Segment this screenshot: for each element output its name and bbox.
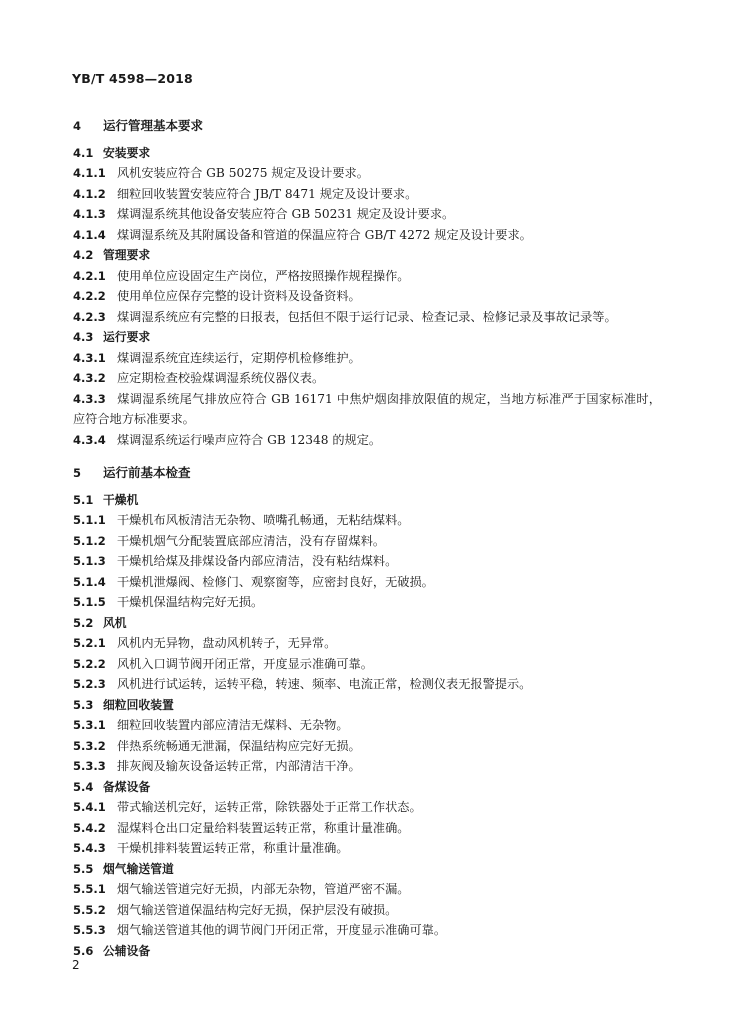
clause-text: 运行要求	[103, 330, 151, 344]
clause-text: 细粒回收装置	[103, 697, 174, 712]
section-heading	[73, 695, 661, 716]
clause-text: 管理要求	[103, 248, 151, 262]
chapter-heading	[73, 463, 661, 484]
clause-number: 5.3.3	[73, 759, 106, 773]
clause-text: 风机	[103, 615, 127, 630]
clause-number: 5.6	[73, 943, 94, 958]
clause-item	[73, 204, 661, 225]
clause-number: 5.4.1	[73, 800, 106, 814]
clause-item	[73, 225, 661, 246]
section-heading	[73, 777, 661, 798]
clause-text: 干燥机泄爆阀、检修门、观察窗等，应密封良好，无破损。	[117, 574, 434, 589]
clause-text: 风机内无异物，盘动风机转子，无异常。	[117, 636, 337, 650]
section-heading	[73, 859, 661, 880]
clause-number: 5	[73, 466, 82, 480]
clause-text: 使用单位应设固定生产岗位，严格按照操作规程操作。	[117, 268, 410, 283]
clause-text: 风机安装应符合 GB 50275 规定及设计要求。	[117, 166, 369, 180]
clause-number: 5.4.2	[73, 820, 106, 835]
clause-number: 5.1.1	[73, 513, 106, 527]
clause-number: 5.5	[73, 861, 94, 876]
clause-item	[73, 307, 661, 328]
clause-number: 5.2.3	[73, 677, 106, 691]
clause-text: 烟气输送管道	[103, 861, 174, 876]
clause-item	[73, 797, 661, 818]
clause-number: 5.3.1	[73, 718, 106, 732]
clause-text: 风机入口调节阀开闭正常，开度显示准确可靠。	[117, 656, 373, 671]
clause-number: 5.2	[73, 615, 94, 630]
clause-text: 运行管理基本要求	[103, 118, 204, 133]
clause-number: 5.5.2	[73, 902, 106, 917]
clause-text: 煤调湿系统运行噪声应符合 GB 12348 的规定。	[117, 432, 382, 447]
clause-number: 5.1.4	[73, 574, 106, 589]
clause-text: 煤调湿系统宜连续运行，定期停机检修维护。	[117, 350, 361, 365]
clause-number: 4.1.4	[73, 227, 106, 242]
clause-item	[73, 900, 661, 921]
clause-item	[73, 430, 661, 451]
clause-item	[73, 163, 661, 184]
section-heading	[73, 245, 661, 266]
clause-number: 4.2.1	[73, 268, 106, 283]
clause-item	[73, 510, 661, 531]
section-heading	[73, 613, 661, 634]
clause-item	[73, 736, 661, 757]
clause-number: 4.2	[73, 248, 94, 262]
clause-item	[73, 838, 661, 859]
clause-number: 4.1.2	[73, 186, 106, 201]
clause-item	[73, 368, 661, 389]
clause-text: 细粒回收装置安装应符合 JB/T 8471 规定及设计要求。	[117, 186, 418, 201]
clause-text: 排灰阀及输灰设备运转正常，内部清洁干净。	[117, 759, 361, 773]
clause-number: 4	[73, 119, 82, 133]
clause-text: 烟气输送管道完好无损，内部无杂物，管道严密不漏。	[117, 882, 410, 896]
clause-number: 4.3.1	[73, 350, 106, 365]
clause-text: 安装要求	[103, 145, 151, 160]
clause-text: 烟气输送管道保温结构完好无损，保护层没有破损。	[117, 902, 398, 917]
section-heading	[73, 941, 661, 962]
clause-item	[73, 756, 661, 777]
clause-text: 煤调湿系统应有完整的日报表，包括但不限于运行记录、检查记录、检修记录及事故记录等。	[117, 309, 617, 324]
section-gap	[73, 450, 661, 463]
clause-number: 5.2.2	[73, 656, 106, 671]
clause-number: 4.3.4	[73, 432, 106, 447]
clause-item	[73, 592, 661, 613]
clause-item	[73, 879, 661, 900]
clause-item	[73, 818, 661, 839]
clause-item	[73, 633, 661, 654]
clause-text: 干燥机保温结构完好无损。	[117, 595, 264, 609]
clause-text: 使用单位应保存完整的设计资料及设备资料。	[117, 289, 361, 303]
clause-number: 5.1	[73, 492, 94, 507]
clause-text: 烟气输送管道其他的调节阀门开闭正常，开度显示准确可靠。	[117, 923, 447, 937]
clause-text: 干燥机烟气分配装置底部应清洁，没有存留煤料。	[117, 533, 386, 548]
clause-number: 5.1.3	[73, 554, 106, 568]
clause-number: 5.1.2	[73, 533, 106, 548]
clause-item	[73, 348, 661, 369]
clause-text: 公辅设备	[103, 943, 151, 958]
clause-item	[73, 286, 661, 307]
clause-item	[73, 920, 661, 941]
clause-number: 5.5.1	[73, 882, 106, 896]
clause-text: 湿煤料仓出口定量给料装置运转正常，称重计量准确。	[117, 820, 410, 835]
clause-item	[73, 266, 661, 287]
clause-number: 4.1.1	[73, 166, 106, 180]
clause-text: 煤调湿系统及其附属设备和管道的保温应符合 GB/T 4272 规定及设计要求。	[117, 227, 532, 242]
clause-item	[73, 551, 661, 572]
clause-number: 4.1	[73, 145, 94, 160]
clause-number: 4.1.3	[73, 207, 106, 221]
clause-number: 4.3	[73, 330, 94, 344]
clause-text: 伴热系统畅通无泄漏，保温结构应完好无损。	[117, 738, 361, 753]
clause-number: 5.1.5	[73, 595, 106, 609]
clause-text: 干燥机给煤及排煤设备内部应清洁，没有粘结煤料。	[117, 554, 398, 568]
clause-item	[73, 531, 661, 552]
clause-number: 4.3.2	[73, 371, 106, 385]
clause-text: 干燥机布风板清洁无杂物、喷嘴孔畅通，无粘结煤料。	[117, 513, 410, 527]
standard-code: YB/T 4598—2018	[72, 71, 193, 86]
clause-number: 5.2.1	[73, 636, 106, 650]
clause-text: 带式输送机完好，运转正常，除铁器处于正常工作状态。	[117, 800, 422, 814]
section-heading	[73, 327, 661, 348]
clause-number: 5.4.3	[73, 841, 106, 855]
chapter-heading	[73, 116, 661, 137]
clause-text: 运行前基本检查	[103, 465, 191, 480]
clause-text: 干燥机	[103, 492, 139, 507]
clause-text: 细粒回收装置内部应清洁无煤料、无杂物。	[117, 718, 349, 732]
clause-item	[73, 184, 661, 205]
clause-number: 4.2.3	[73, 309, 106, 324]
clause-text: 风机进行试运转，运转平稳，转速、频率、电流正常，检测仪表无报警提示。	[117, 677, 532, 691]
clause-item	[73, 715, 661, 736]
clause-item	[73, 674, 661, 695]
clause-text: 备煤设备	[103, 779, 151, 794]
clause-item	[73, 389, 661, 430]
clause-number: 5.3	[73, 697, 94, 712]
document-body	[73, 116, 661, 961]
clause-item	[73, 572, 661, 593]
section-heading	[73, 490, 661, 511]
clause-text: 干燥机排料装置运转正常，称重计量准确。	[117, 841, 349, 855]
section-heading	[73, 143, 661, 164]
clause-text: 应定期检查校验煤调湿系统仪器仪表。	[117, 371, 325, 385]
page-number: 2	[72, 958, 80, 972]
clause-text: 煤调湿系统尾气排放应符合 GB 16171 中焦炉烟囱排放限值的规定，当地方标准严于国家标准时，应符合地方标准要求。	[73, 391, 661, 426]
clause-number: 4.3.3	[73, 391, 106, 406]
clause-number: 5.4	[73, 779, 94, 794]
clause-number: 5.5.3	[73, 923, 106, 937]
clause-text: 煤调湿系统其他设备安装应符合 GB 50231 规定及设计要求。	[117, 207, 455, 221]
clause-item	[73, 654, 661, 675]
clause-number: 4.2.2	[73, 289, 106, 303]
clause-number: 5.3.2	[73, 738, 106, 753]
